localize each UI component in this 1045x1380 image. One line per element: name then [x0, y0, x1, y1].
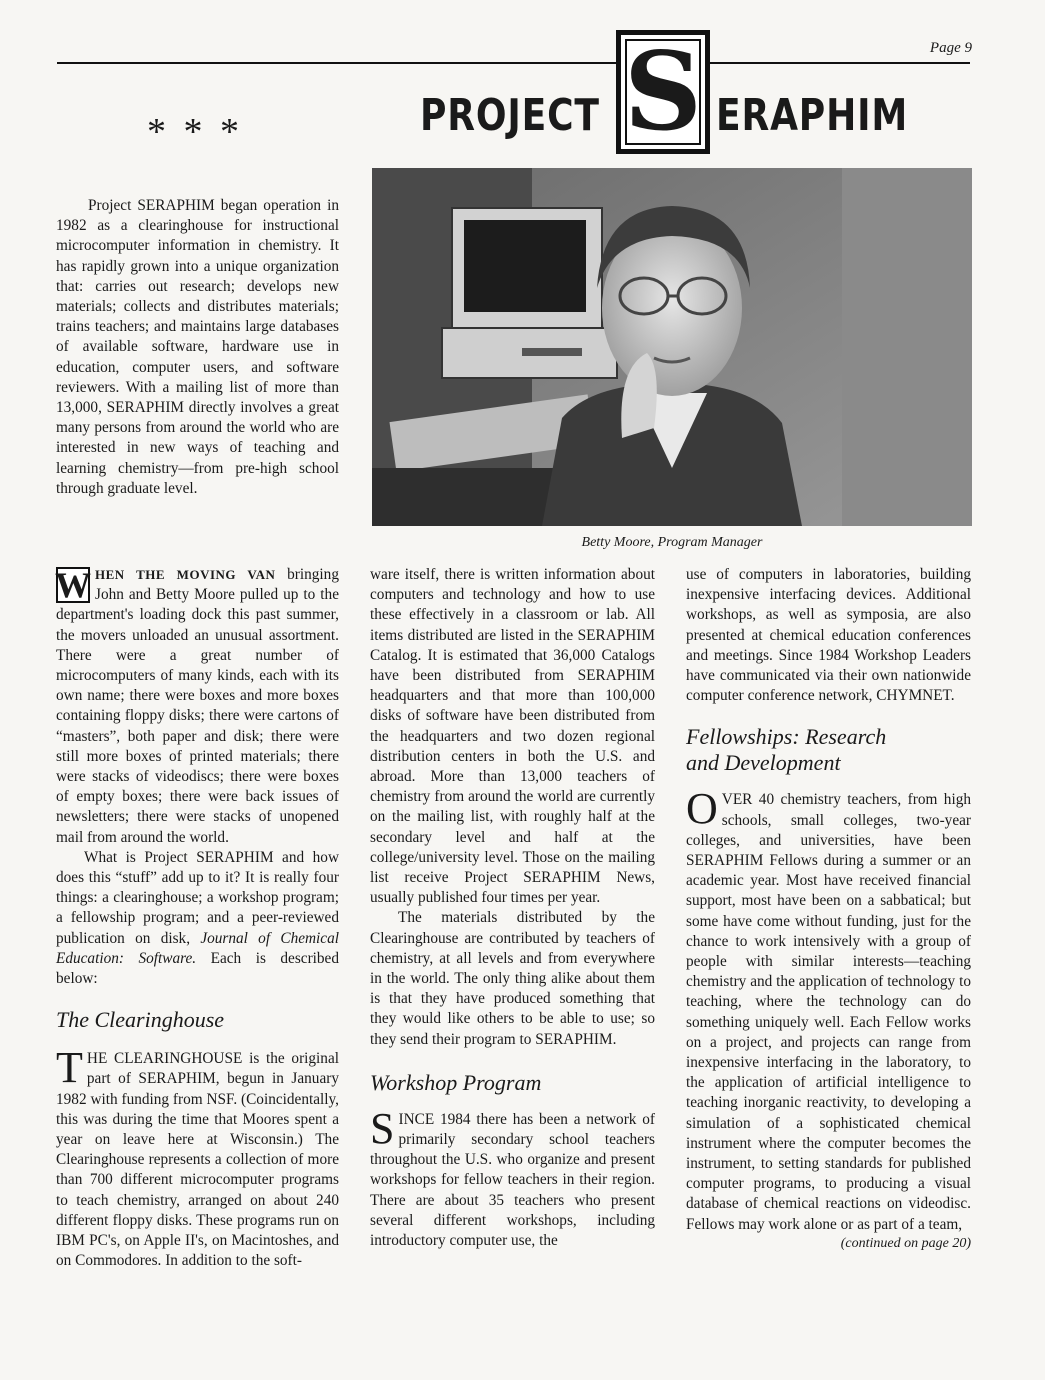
workshop-text: INCE 1984 there has been a network of primarily secondary school teachers throughout the U.S. who organize and present workshops for fellow teachers in their region. There are about 35 teachers who present several different workshops, including introductory computer use, the [370, 1110, 655, 1250]
article-paragraph-1 [56, 565, 339, 848]
article-column-right [686, 565, 971, 1253]
intro-paragraph: Project SERAPHIM began operation in 1982 as a clearinghouse for instructional microcomputer information in chemistry. It has rapidly grown into a unique organization that: carries out research; develops new materials; collects and distributes materials; trains teachers; and maintains large databases of available software, hardware use in education, computer users, and software reviewers. With a mailing list of more than 13,000, SERAPHIM directly involves a great many persons from around the world who are interested in new ways of teaching and learning chemistry—from pre-high school through graduate level. [56, 197, 339, 497]
masthead-right: ERAPHIM [716, 90, 909, 141]
fellowships-paragraph [686, 784, 971, 1234]
clearinghouse-continued: ware itself, there is written information about computers and technology and how to use these effectively in a classroom or lab. All items distributed are listed in the SERAPHIM Catalog. It is estimated that 36,000 Catalogs have been distributed from SERAPHIM headquarters and that more than 100,000 disks of software have been distributed from the headquarters and two dozen regional distribution centers in both the U.S. and abroad. More than 13,000 teachers of chemistry from around the world are currently on the mailing list, with roughly half at the secondary level and half at the college/university level. Those on the mailing list receive Project SERAPHIM News, usually published four times per year. [370, 566, 655, 907]
page-number: Page 9 [929, 40, 972, 56]
article-p2-end: Each is described below: [56, 949, 339, 988]
article-lead-caps: HEN THE MOVING VAN [95, 567, 276, 582]
article-column-middle [370, 565, 655, 1251]
masthead-logo-inner [624, 29, 702, 155]
clearinghouse-paragraph [56, 1043, 339, 1271]
masthead-logo-box [616, 30, 710, 154]
clearinghouse-heading: The Clearinghouse [56, 1007, 225, 1033]
clearinghouse-dropcap: T [56, 1043, 83, 1093]
photo-betty-moore [372, 168, 972, 526]
article-column-left [56, 565, 339, 1272]
article-p2-start: What is Project SERAPHIM and how does this “stuff” add up to it? It is really four things: a clearinghouse; a workshop program; a fellowship program; and a peer-reviewed publication on disk, [56, 848, 339, 947]
article-dropcap: W [55, 565, 91, 605]
header-rule [57, 62, 970, 64]
fellowships-text: VER 40 chemistry teachers, from high schools, small colleges, two-year colleges, and universities, have been SERAPHIM Fellows during a summer or an academic year. Most have received financial support, most have been on a sabbatical; but some have come without funding, just for the chance to work intensively with a group of people with similar interests—teaching chemistry and the application of technology to teaching, where the technology can do something uniquely well. Each Fellow works on a project, and projects can range from inexpensive interfacing in the laboratory, to the application of artificial intelligence to teaching inorganic reactivity, to developing a simulation of a sophisticated chemical instrument where the computer becomes the instrument, to setting standards for published computer programs, to producing a visual database of chemical reactions on videodisc. Fellows may work alone or as part of a team, [686, 791, 971, 1233]
fellowships-dropcap: O [686, 784, 718, 834]
masthead-letter: S [624, 29, 702, 155]
masthead-left: PROJECT [420, 90, 600, 141]
fellowships-heading-line2: and Development [686, 750, 841, 776]
workshop-paragraph [370, 1103, 655, 1251]
fellowships-heading-line1: Fellowships: Research [686, 724, 887, 750]
article-paragraph-2 [56, 848, 339, 989]
workshop-heading: Workshop Program [370, 1069, 542, 1095]
journal-title: Journal of Chemical Education: Software. [56, 929, 339, 967]
photo-illustration [372, 168, 972, 526]
continued-note: (continued on page 20) [840, 1235, 971, 1251]
workshop-continued: use of computers in laboratories, building inexpensive interfacing devices. Additional workshops, as well as symposia, are also presented at chemical education conferences and meetings. Since 1984 Workshop Leaders have communicated via their own nationwide computer conference network, CHYMNET. [686, 566, 971, 705]
asterisks-ornament: * * * [147, 111, 243, 153]
materials-paragraph: The materials distributed by the Clearinghouse are contributed by teachers of chemistry, at all levels and from everywhere in the world. The only thing alike about them is that they have produced something that they would like others to be able to use; so they send their program to SERAPHIM. [370, 909, 655, 1048]
fellowships-heading [686, 724, 971, 776]
clearinghouse-text: HE CLEARINGHOUSE is the original part of SERAPHIM, begun in January 1982 with funding from NSF. (Coincidentally, this was during the time that Moores spent a year on leave here at Wisconsin.) The Clearinghouse represents a collection of more than 700 different microcomputer programs to teach chemistry, arranged on about 240 different floppy disks. These programs run on IBM PC's, on Apple II's, on Macintoshes, and on Commodores. In addition to the soft- [56, 1050, 339, 1270]
workshop-dropcap: S [370, 1103, 395, 1153]
article-paragraph-1-text: bringing John and Betty Moore pulled up to the department's loading dock this past summer, the movers unloaded an unusual assortment. There were a great number of microcomputers of many kinds, each with its own name; there were boxes and more boxes containing floppy disks; there were cartons of “masters”, both paper and disk; there were still more boxes of printed materials; there were stacks of videodiscs; there were boxes of empty boxes; there were back issues of newsletters; there were stacks of unopened mail from around the world. [56, 566, 339, 846]
photo-caption: Betty Moore, Program Manager [581, 535, 763, 550]
